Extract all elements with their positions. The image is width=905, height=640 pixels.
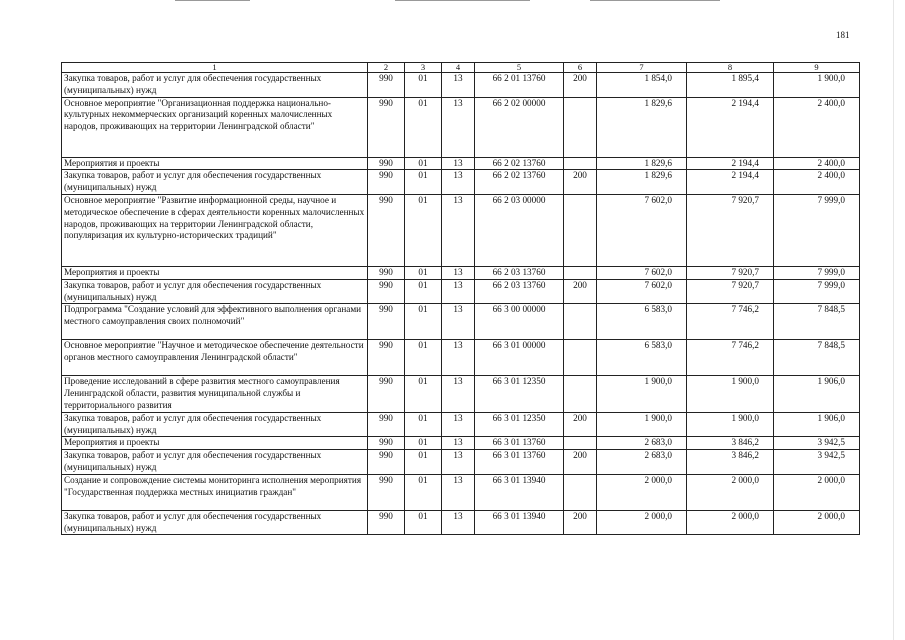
header-cell: 3 [405, 63, 442, 73]
code-admin-cell: 990 [368, 437, 405, 450]
amount-year3-cell: 7 999,0 [774, 266, 860, 279]
top-edge-mark [175, 0, 250, 1]
subsection-cell: 13 [442, 170, 475, 195]
target-article-cell: 66 3 01 12350 [475, 412, 564, 437]
header-cell: 2 [368, 63, 405, 73]
subsection-cell: 13 [442, 279, 475, 304]
amount-year1-cell: 6 583,0 [597, 340, 687, 376]
row-name-cell: Мероприятия и проекты [62, 157, 368, 170]
table-row [62, 376, 860, 412]
subsection-cell: 13 [442, 304, 475, 340]
table-row [62, 474, 860, 510]
row-name-cell: Закупка товаров, работ и услуг для обеспечения государственных (муниципальных) нужд [62, 279, 368, 304]
subsection-cell: 13 [442, 510, 475, 535]
target-article-cell: 66 2 03 13760 [475, 279, 564, 304]
amount-year3-cell: 7 848,5 [774, 340, 860, 376]
target-article-cell: 66 3 01 13760 [475, 450, 564, 475]
amount-year3-cell: 3 942,5 [774, 450, 860, 475]
amount-year1-cell: 7 602,0 [597, 194, 687, 266]
amount-year1-cell: 2 000,0 [597, 510, 687, 535]
row-name-cell: Основное мероприятие "Организационная поддержка национально-культурных некоммерческих организаций коренных малочисленных народов, проживающих на территории Ленинградской области" [62, 97, 368, 157]
header-cell: 1 [62, 63, 368, 73]
row-name-cell: Закупка товаров, работ и услуг для обеспечения государственных (муниципальных) нужд [62, 450, 368, 475]
header-cell: 7 [597, 63, 687, 73]
table-row [62, 266, 860, 279]
section-cell: 01 [405, 157, 442, 170]
code-admin-cell: 990 [368, 412, 405, 437]
table-row [62, 97, 860, 157]
table-row [62, 437, 860, 450]
row-name-cell: Основное мероприятие "Научное и методическое обеспечение деятельности органов местного самоуправления Ленинградской области" [62, 340, 368, 376]
amount-year2-cell: 7 920,7 [687, 194, 774, 266]
code-admin-cell: 990 [368, 450, 405, 475]
subsection-cell: 13 [442, 474, 475, 510]
section-cell: 01 [405, 266, 442, 279]
target-article-cell: 66 3 01 13940 [475, 510, 564, 535]
section-cell: 01 [405, 279, 442, 304]
table-row [62, 450, 860, 475]
code-admin-cell: 990 [368, 97, 405, 157]
expense-type-cell [564, 376, 597, 412]
amount-year3-cell: 2 400,0 [774, 157, 860, 170]
section-cell: 01 [405, 73, 442, 98]
header-cell: 5 [475, 63, 564, 73]
amount-year2-cell: 2 000,0 [687, 474, 774, 510]
target-article-cell: 66 3 01 12350 [475, 376, 564, 412]
amount-year3-cell: 1 906,0 [774, 376, 860, 412]
target-article-cell: 66 2 03 13760 [475, 266, 564, 279]
code-admin-cell: 990 [368, 194, 405, 266]
amount-year2-cell: 3 846,2 [687, 437, 774, 450]
amount-year2-cell: 7 920,7 [687, 279, 774, 304]
page-number: 181 [836, 30, 850, 40]
expense-type-cell: 200 [564, 279, 597, 304]
top-edge-mark [395, 0, 530, 1]
table-row [62, 73, 860, 98]
amount-year3-cell: 7 848,5 [774, 304, 860, 340]
code-admin-cell: 990 [368, 170, 405, 195]
amount-year1-cell: 2 683,0 [597, 437, 687, 450]
amount-year2-cell: 7 920,7 [687, 266, 774, 279]
amount-year1-cell: 1 900,0 [597, 376, 687, 412]
section-cell: 01 [405, 450, 442, 475]
subsection-cell: 13 [442, 340, 475, 376]
header-cell: 4 [442, 63, 475, 73]
section-cell: 01 [405, 304, 442, 340]
amount-year2-cell: 2 194,4 [687, 170, 774, 195]
table-row [62, 340, 860, 376]
table-row [62, 304, 860, 340]
amount-year1-cell: 7 602,0 [597, 279, 687, 304]
expense-type-cell [564, 157, 597, 170]
amount-year2-cell: 1 900,0 [687, 412, 774, 437]
amount-year1-cell: 1 854,0 [597, 73, 687, 98]
table-row [62, 510, 860, 535]
subsection-cell: 13 [442, 73, 475, 98]
code-admin-cell: 990 [368, 304, 405, 340]
subsection-cell: 13 [442, 376, 475, 412]
amount-year3-cell: 3 942,5 [774, 437, 860, 450]
code-admin-cell: 990 [368, 340, 405, 376]
subsection-cell: 13 [442, 437, 475, 450]
row-name-cell: Закупка товаров, работ и услуг для обеспечения государственных (муниципальных) нужд [62, 170, 368, 195]
amount-year1-cell: 1 829,6 [597, 157, 687, 170]
code-admin-cell: 990 [368, 73, 405, 98]
section-cell: 01 [405, 97, 442, 157]
section-cell: 01 [405, 474, 442, 510]
target-article-cell: 66 3 00 00000 [475, 304, 564, 340]
section-cell: 01 [405, 340, 442, 376]
expense-type-cell [564, 194, 597, 266]
amount-year2-cell: 2 000,0 [687, 510, 774, 535]
row-name-cell: Мероприятия и проекты [62, 266, 368, 279]
row-name-cell: Мероприятия и проекты [62, 437, 368, 450]
expense-type-cell: 200 [564, 450, 597, 475]
budget-table [61, 62, 860, 535]
header-cell: 9 [774, 63, 860, 73]
row-name-cell: Подпрограмма "Создание условий для эффективного выполнения органами местного самоуправления своих полномочий" [62, 304, 368, 340]
code-admin-cell: 990 [368, 157, 405, 170]
code-admin-cell: 990 [368, 279, 405, 304]
subsection-cell: 13 [442, 194, 475, 266]
amount-year1-cell: 2 683,0 [597, 450, 687, 475]
header-cell: 6 [564, 63, 597, 73]
expense-type-cell [564, 304, 597, 340]
row-name-cell: Закупка товаров, работ и услуг для обеспечения государственных (муниципальных) нужд [62, 510, 368, 535]
section-cell: 01 [405, 412, 442, 437]
amount-year2-cell: 7 746,2 [687, 304, 774, 340]
amount-year3-cell: 2 400,0 [774, 97, 860, 157]
row-name-cell: Проведение исследований в сфере развития местного самоуправления Ленинградской области, развития муниципальной службы и территориального развития [62, 376, 368, 412]
target-article-cell: 66 3 01 00000 [475, 340, 564, 376]
row-name-cell: Основное мероприятие "Развитие информационной среды, научное и методическое обеспечение в сферах деятельности коренных малочисленных народов, проживающих на территории Ленинградской области, популяризация их культурно-исторических традиций" [62, 194, 368, 266]
amount-year3-cell: 1 906,0 [774, 412, 860, 437]
amount-year2-cell: 7 746,2 [687, 340, 774, 376]
section-cell: 01 [405, 510, 442, 535]
target-article-cell: 66 2 02 00000 [475, 97, 564, 157]
amount-year2-cell: 2 194,4 [687, 97, 774, 157]
subsection-cell: 13 [442, 97, 475, 157]
amount-year3-cell: 7 999,0 [774, 194, 860, 266]
section-cell: 01 [405, 170, 442, 195]
expense-type-cell [564, 97, 597, 157]
target-article-cell: 66 2 01 13760 [475, 73, 564, 98]
amount-year3-cell: 7 999,0 [774, 279, 860, 304]
expense-type-cell [564, 340, 597, 376]
table-row [62, 157, 860, 170]
target-article-cell: 66 3 01 13760 [475, 437, 564, 450]
header-row [62, 63, 860, 73]
table-row [62, 194, 860, 266]
target-article-cell: 66 2 02 13760 [475, 157, 564, 170]
amount-year2-cell: 1 900,0 [687, 376, 774, 412]
code-admin-cell: 990 [368, 266, 405, 279]
page-edge [893, 0, 894, 640]
expense-type-cell: 200 [564, 412, 597, 437]
code-admin-cell: 990 [368, 376, 405, 412]
target-article-cell: 66 2 02 13760 [475, 170, 564, 195]
expense-type-cell [564, 437, 597, 450]
section-cell: 01 [405, 437, 442, 450]
target-article-cell: 66 2 03 00000 [475, 194, 564, 266]
row-name-cell: Закупка товаров, работ и услуг для обеспечения государственных (муниципальных) нужд [62, 412, 368, 437]
subsection-cell: 13 [442, 412, 475, 437]
amount-year1-cell: 2 000,0 [597, 474, 687, 510]
table-row [62, 279, 860, 304]
amount-year3-cell: 2 000,0 [774, 474, 860, 510]
top-edge-mark [590, 0, 720, 1]
code-admin-cell: 990 [368, 510, 405, 535]
expense-type-cell [564, 474, 597, 510]
subsection-cell: 13 [442, 266, 475, 279]
row-name-cell: Создание и сопровождение системы мониторинга исполнения мероприятия "Государственная поддержка местных инициатив граждан" [62, 474, 368, 510]
amount-year2-cell: 2 194,4 [687, 157, 774, 170]
amount-year2-cell: 3 846,2 [687, 450, 774, 475]
code-admin-cell: 990 [368, 474, 405, 510]
table-row [62, 412, 860, 437]
amount-year1-cell: 1 900,0 [597, 412, 687, 437]
header-cell: 8 [687, 63, 774, 73]
expense-type-cell [564, 266, 597, 279]
amount-year3-cell: 2 400,0 [774, 170, 860, 195]
amount-year3-cell: 2 000,0 [774, 510, 860, 535]
target-article-cell: 66 3 01 13940 [475, 474, 564, 510]
subsection-cell: 13 [442, 450, 475, 475]
expense-type-cell: 200 [564, 510, 597, 535]
expense-type-cell: 200 [564, 170, 597, 195]
expense-type-cell: 200 [564, 73, 597, 98]
amount-year1-cell: 1 829,6 [597, 97, 687, 157]
amount-year1-cell: 1 829,6 [597, 170, 687, 195]
section-cell: 01 [405, 194, 442, 266]
amount-year1-cell: 7 602,0 [597, 266, 687, 279]
row-name-cell: Закупка товаров, работ и услуг для обеспечения государственных (муниципальных) нужд [62, 73, 368, 98]
table-row [62, 170, 860, 195]
subsection-cell: 13 [442, 157, 475, 170]
section-cell: 01 [405, 376, 442, 412]
amount-year1-cell: 6 583,0 [597, 304, 687, 340]
amount-year2-cell: 1 895,4 [687, 73, 774, 98]
amount-year3-cell: 1 900,0 [774, 73, 860, 98]
